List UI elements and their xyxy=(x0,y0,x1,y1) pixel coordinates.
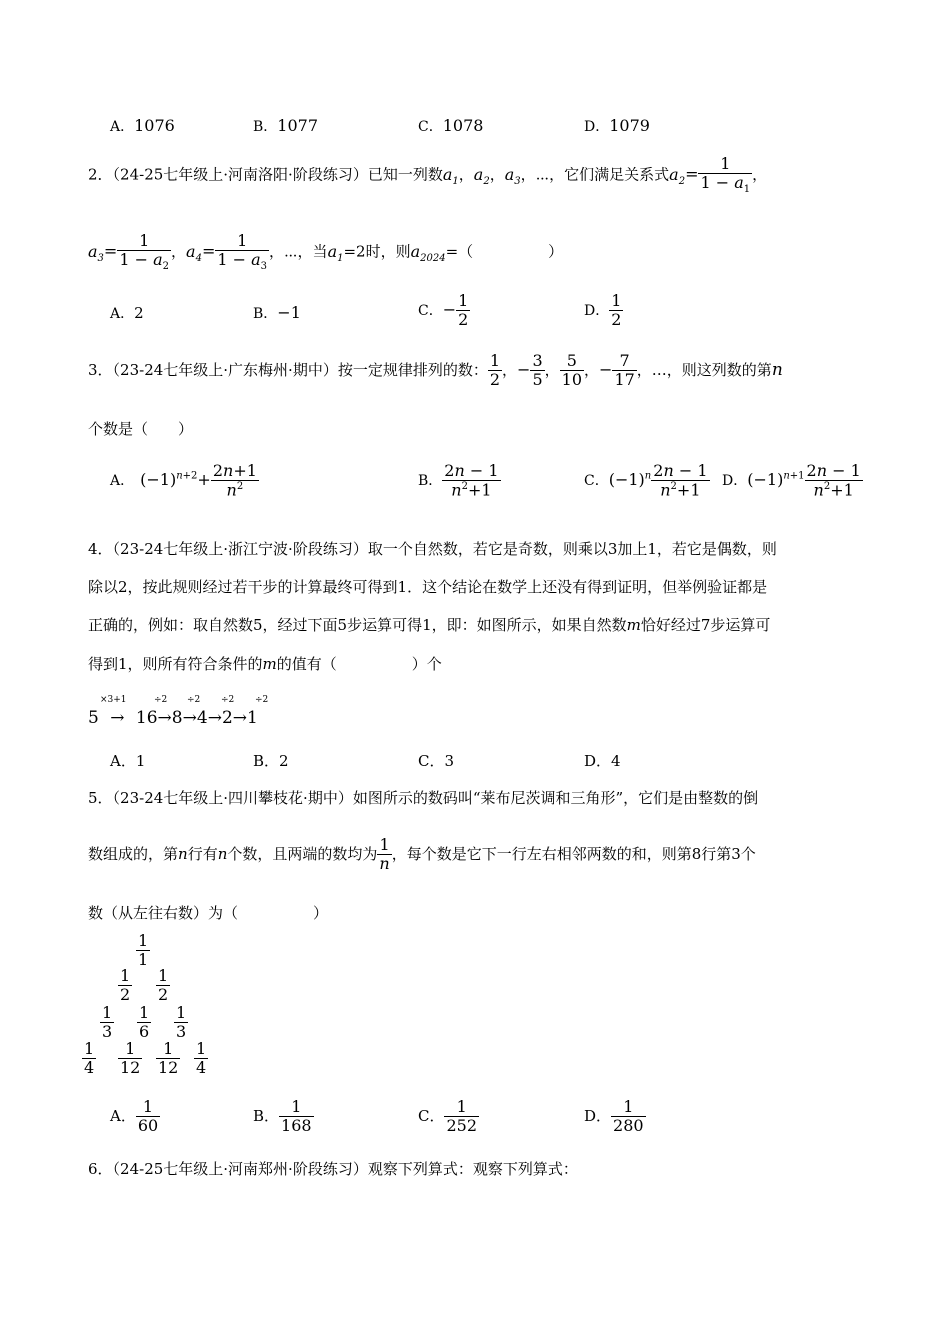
q1-option-c-label: C． xyxy=(418,119,443,135)
q4-line1-text: （23-24七年级上·浙江宁波·阶段练习）取一个自然数，若它是奇数，则乘以3加上1，若它是偶数，则 xyxy=(112,540,777,558)
q5-option-d[interactable] xyxy=(584,1098,646,1136)
q3-option-c[interactable]: C．$(-1)^n$ $\frac{2n - 1}{n^2+1}$ xyxy=(584,461,708,500)
q4-option-d[interactable] xyxy=(584,750,621,771)
q2-d-den: 2 xyxy=(611,310,622,330)
tri-r4-num-3: 1 xyxy=(163,1039,174,1058)
tri-r2-c2: 2 xyxy=(158,985,169,1005)
q3-seq-2-num: 3 xyxy=(532,351,543,370)
q5-line3: 数（从左往右数）为（ ） xyxy=(88,904,329,922)
q3-stem-end: ，…，则这列数的第 xyxy=(636,360,772,379)
q4-option-a[interactable] xyxy=(110,750,145,771)
q5-option-a[interactable] xyxy=(110,1098,160,1136)
q2-d-num: 1 xyxy=(611,291,622,310)
q2-option-c-label: C． xyxy=(418,302,443,319)
tri-r4-c3: 12 xyxy=(158,1058,179,1078)
tri-r3-c1: 3 xyxy=(102,1022,113,1042)
tri-r2-num-1: 1 xyxy=(120,966,131,985)
q5-line2c: 个数，且两端的数均为 xyxy=(227,844,378,863)
q4-arrow-4: → xyxy=(207,708,222,728)
q2-option-a-label: A． xyxy=(110,306,135,322)
q4-op-3: ÷2 xyxy=(187,695,201,705)
q4-val-1: 1 xyxy=(247,708,258,728)
q4-option-d-label: D． xyxy=(584,752,612,770)
q3-seq-4-num: 7 xyxy=(619,351,630,370)
q2-stem-line1: 2．（24-25七年级上·河南洛阳·阶段练习）已知一列数$a_1$，$a_2$，$a_3$，⋯，它们满足关系式$a_2=$ $\frac{1}{1 - a_1}$ ， xyxy=(88,154,768,196)
q5-option-c-label: C． xyxy=(418,1106,445,1125)
q5-ends-num: 1 xyxy=(379,835,390,854)
q4-line4-text: 得到1，则所有符合条件的 xyxy=(88,655,263,673)
q6-number: 6． xyxy=(88,1160,113,1178)
q5-option-b-label: B． xyxy=(253,1106,280,1125)
q4-chain xyxy=(88,708,258,728)
q4-option-d-value: 4 xyxy=(611,752,621,770)
q5-var-n-2: n xyxy=(217,844,228,863)
q2-given: =2时，则 xyxy=(343,242,411,261)
q4-option-c-label: C． xyxy=(418,752,445,770)
q2-number: 2． xyxy=(88,165,113,184)
tri-r2-num-2: 1 xyxy=(158,966,169,985)
tri-r4-c4: 4 xyxy=(196,1058,207,1078)
q3-source: （23-24七年级上·广东梅州·期中） xyxy=(112,360,338,379)
q4-option-a-value: 1 xyxy=(135,752,146,770)
q1-option-c[interactable] xyxy=(418,116,483,136)
q4-line2: 除以2，按此规则经过若干步的计算最终可得到1．这个结论在数学上还没有得到证明，但举例验证都是 xyxy=(88,578,768,596)
q4-option-c-value: 3 xyxy=(444,752,455,770)
q2-option-d[interactable] xyxy=(584,292,623,330)
tri-r1-num: 1 xyxy=(138,931,149,950)
q3-seq-1-num: 1 xyxy=(489,351,501,370)
q4-op-1: ×3+1 xyxy=(100,695,127,705)
q3-option-d[interactable]: D．$(-1)^{n+1}$ $\frac{2n - 1}{n^2+1}$ xyxy=(722,461,861,500)
tri-r3-c2: 6 xyxy=(139,1022,150,1042)
q3-option-a-label: A． xyxy=(110,473,135,490)
tri-r4-num-4: 1 xyxy=(196,1039,207,1058)
q2-c-den: 2 xyxy=(458,310,469,330)
q4-line3-text: 正确的，例如：取自然数5，经过下面5步运算可得1，即：如图所示，如果自然数 xyxy=(88,616,627,634)
q5-a-den: 60 xyxy=(137,1116,159,1136)
q2-relation-fraction: $\frac{1}{1 - a_1}$ xyxy=(700,154,751,196)
q4-option-b-value: 2 xyxy=(279,752,289,770)
q5-d-den: 280 xyxy=(613,1116,644,1136)
q5-option-d-label: D． xyxy=(584,1106,612,1125)
q2-stem-line2: $a_3=$ $\frac{1}{1 - a_2}$ ，$a_4=$ $\frac{1}{1 - a_3}$ ，⋯，当$a_1=2$时，则$a_{2024}=$（ ） xyxy=(88,231,564,273)
q5-number: 5． xyxy=(88,789,113,807)
q2-source: （24-25七年级上·河南洛阳·阶段练习） xyxy=(112,165,368,184)
q3-option-d-label: D． xyxy=(722,473,748,490)
q4-arrow-3: → xyxy=(182,708,197,728)
q4-arrow-1: → xyxy=(110,708,125,728)
q3-seq-2-sign: − xyxy=(517,359,531,379)
q3-number: 3． xyxy=(88,360,113,379)
q2-blank: =（ ） xyxy=(445,242,564,261)
q5-line2b: 行有 xyxy=(187,844,218,863)
q4-val-5: 5 xyxy=(88,708,99,728)
q3-stem-line1: 3．（23-24七年级上·广东梅州·期中）按一定规律排列的数： $\frac{1}{2}$ ，− $\frac{3}{5}$ ， $\frac{5}{10}$ ，− $\frac{7}{17}$ ，…，则这列数的第n xyxy=(88,351,783,390)
q4-val-8: 8 xyxy=(171,708,183,728)
q5-line2d: ，每个数是它下一行左右相邻两数的和，则第8行第3个 xyxy=(391,844,756,863)
tri-r3-c3: 3 xyxy=(176,1022,187,1042)
q6-line1 xyxy=(88,1158,578,1179)
q1-option-b-label: B． xyxy=(253,119,278,135)
q3-seq-2-den: 5 xyxy=(532,370,543,390)
q2-option-a-value: 2 xyxy=(134,304,144,322)
q4-number: 4． xyxy=(88,540,113,558)
q5-line1 xyxy=(88,787,758,808)
q2-option-c-sign: − xyxy=(442,299,457,319)
q4-option-b[interactable] xyxy=(253,750,289,771)
q1-option-a-value: 1076 xyxy=(134,116,175,135)
q1-option-a-label: A． xyxy=(110,119,135,135)
q2-c-num: 1 xyxy=(458,291,469,310)
q4-val-4: 4 xyxy=(196,708,208,728)
q5-ends-den: n xyxy=(379,854,390,874)
q2-sep-2: ， xyxy=(489,165,505,184)
q5-c-num: 1 xyxy=(456,1097,467,1116)
q5-c-den: 252 xyxy=(446,1116,478,1136)
q2-option-b-value: −1 xyxy=(277,303,301,322)
q3-option-b[interactable]: B． $\frac{2n - 1}{n^2+1}$ xyxy=(418,461,499,500)
tri-r4-num-1: 1 xyxy=(84,1039,95,1058)
q3-stem-line2: 个数是（ ） xyxy=(88,420,194,438)
q5-b-num: 1 xyxy=(291,1097,302,1116)
q2-stem-etc: ，⋯，它们满足关系式 xyxy=(520,165,670,184)
q5-option-c[interactable] xyxy=(418,1098,479,1136)
q1-option-d-value: 1079 xyxy=(609,116,650,135)
q1-option-a[interactable] xyxy=(110,116,175,136)
q4-op-2: ÷2 xyxy=(154,695,168,705)
q4-line1 xyxy=(88,538,777,559)
q4-line3 xyxy=(88,614,770,635)
q4-val-16: 16 xyxy=(135,708,158,728)
q2-option-b[interactable] xyxy=(253,303,301,323)
tri-r2-c1: 2 xyxy=(120,985,131,1005)
q5-line2a: 数组成的，第 xyxy=(88,844,179,863)
q4-option-a-label: A． xyxy=(110,752,136,770)
tri-r3-num-3: 1 xyxy=(176,1003,187,1022)
tri-r3-num-1: 1 xyxy=(102,1003,113,1022)
q3-seq-3-num: 5 xyxy=(566,351,577,370)
q2-option-a[interactable] xyxy=(110,303,144,323)
q4-line4 xyxy=(88,653,442,674)
q4-arrow-2: → xyxy=(157,708,172,728)
q4-line4-end: 的值有（ ）个 xyxy=(276,655,442,673)
q5-option-b[interactable] xyxy=(253,1098,314,1136)
q5-a-num: 1 xyxy=(142,1097,154,1116)
q4-option-c[interactable] xyxy=(418,750,454,771)
q3-option-b-label: B． xyxy=(418,473,443,490)
q4-line3-end: 恰好经过7步运算可 xyxy=(640,616,771,634)
q3-option-c-label: C． xyxy=(584,473,609,490)
tri-r3-num-2: 1 xyxy=(139,1003,150,1022)
q3-seq-3-den: 10 xyxy=(561,370,583,390)
q2-stem2-etc: ，⋯，当 xyxy=(269,242,328,261)
q2-stem1: 已知一列数 xyxy=(367,165,443,184)
q2-option-b-label: B． xyxy=(253,306,278,322)
q2-sep-1: ， xyxy=(458,165,474,184)
q3-seq-4-den: 17 xyxy=(614,370,635,390)
q5-d-num: 1 xyxy=(623,1097,634,1116)
q1-option-b-value: 1077 xyxy=(277,116,319,135)
q3-seq-4-sign: − xyxy=(599,359,613,379)
tri-r4-num-2: 1 xyxy=(125,1039,136,1058)
q4-var-m-1: m xyxy=(626,616,641,634)
q1-option-b[interactable] xyxy=(253,116,318,136)
q4-op-4: ÷2 xyxy=(221,695,235,705)
q4-op-5: ÷2 xyxy=(255,695,269,705)
q4-arrow-5: → xyxy=(232,708,248,728)
tri-r1-c1: 1 xyxy=(138,950,149,970)
tri-r4-c1: 4 xyxy=(84,1058,95,1078)
tri-r4-c2: 12 xyxy=(120,1058,141,1078)
q2-option-c[interactable] xyxy=(418,292,470,330)
q1-option-d[interactable] xyxy=(584,116,650,136)
q4-val-2: 2 xyxy=(221,708,233,728)
q4-var-m-2: m xyxy=(262,655,277,673)
q5-line2 xyxy=(88,836,756,874)
q5-option-a-label: A． xyxy=(110,1106,136,1125)
q1-option-c-value: 1078 xyxy=(442,116,484,135)
q5-line1-text: （23-24七年级上·四川攀枝花·期中）如图所示的数码叫“莱布尼茨调和三角形”，它们是由整数的倒 xyxy=(112,789,759,807)
q6-text: （24-25七年级上·河南郑州·阶段练习）观察下列算式：观察下列算式： xyxy=(112,1160,578,1178)
q2-option-d-label: D． xyxy=(584,302,610,319)
q3-seq-1-den: 2 xyxy=(489,370,501,390)
q3-option-a[interactable]: A． $(-1)^{n+2}+$ $\frac{2n+1}{n^2}$ xyxy=(110,461,257,500)
q4-option-b-label: B． xyxy=(253,752,280,770)
q5-b-den: 168 xyxy=(281,1116,312,1136)
q5-var-n-1: n xyxy=(178,844,188,863)
q1-option-d-label: D． xyxy=(584,119,610,135)
q3-stem: 按一定规律排列的数： xyxy=(337,360,488,379)
